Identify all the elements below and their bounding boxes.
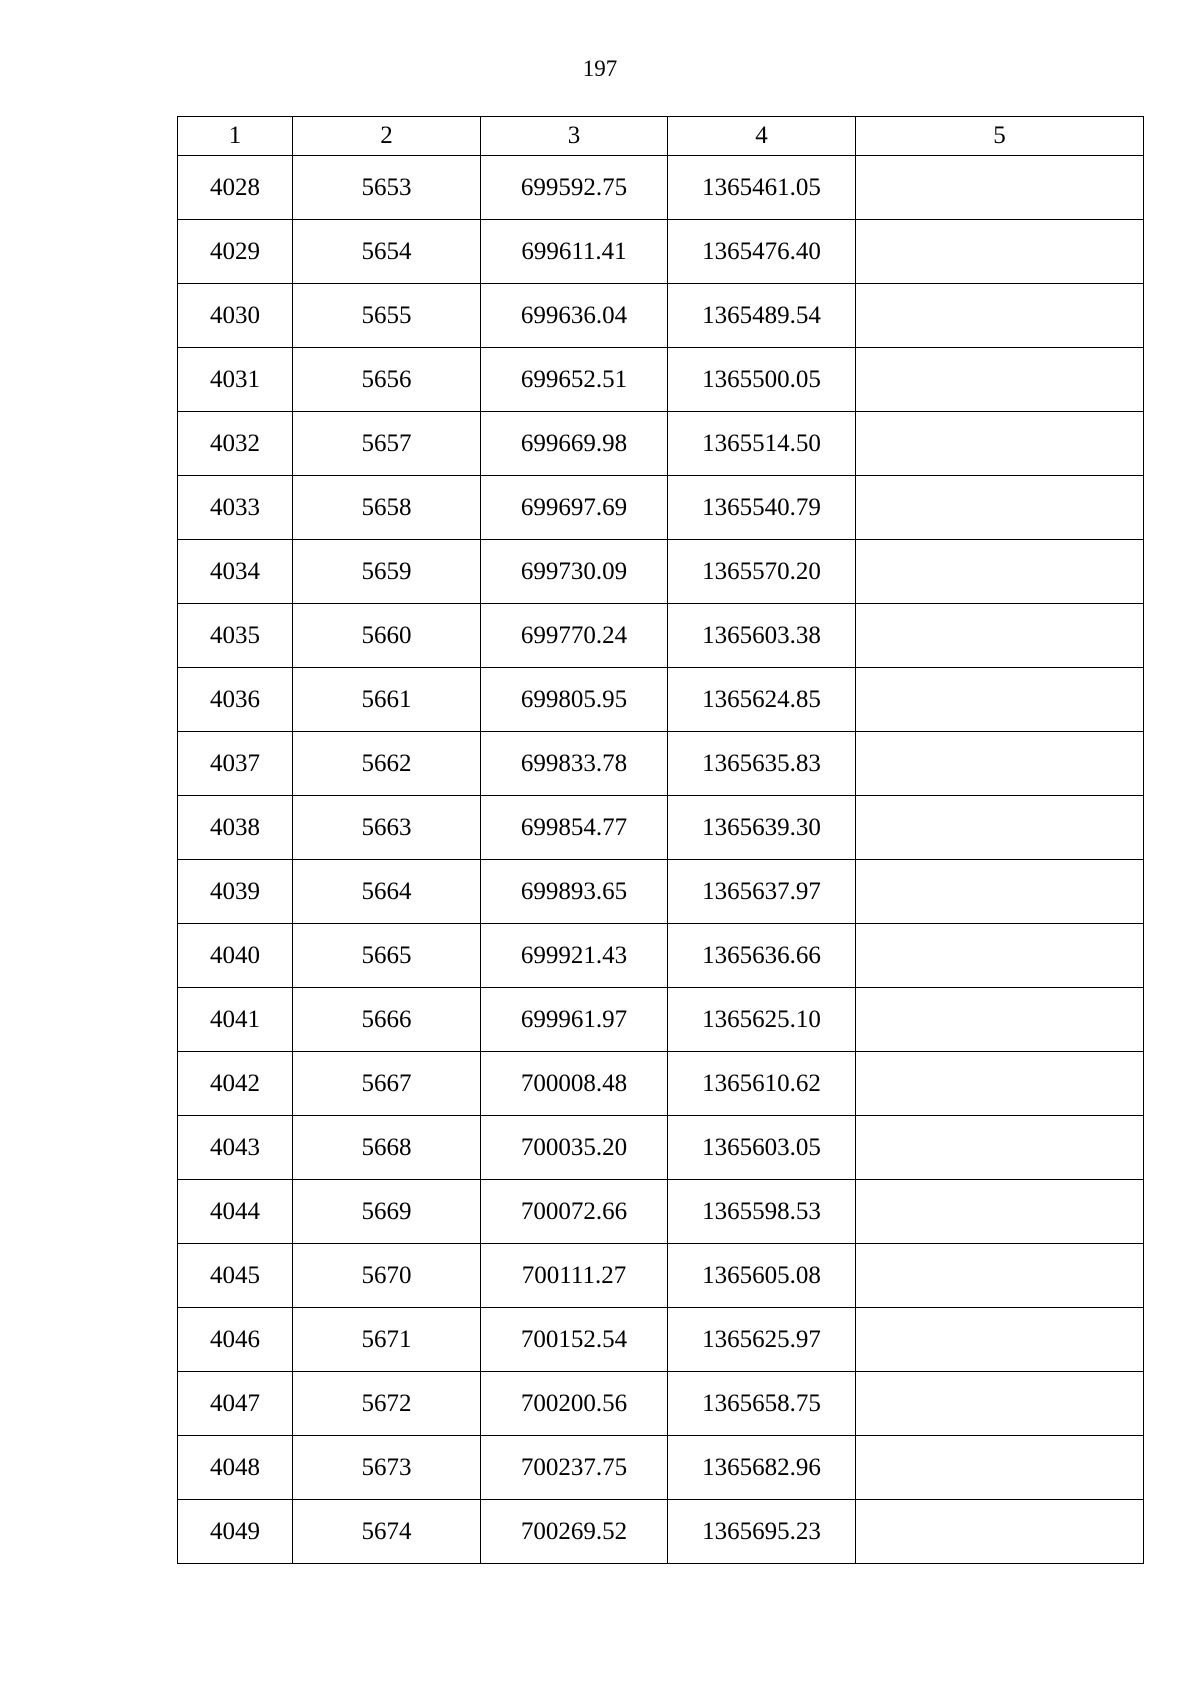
table-cell-col-2: 5660 xyxy=(293,604,481,668)
table-cell-col-1: 4046 xyxy=(178,1308,293,1372)
table-row xyxy=(178,860,1144,924)
table-cell-col-5 xyxy=(856,540,1144,604)
table-cell-col-3: 700035.20 xyxy=(481,1116,668,1180)
table-cell-col-4: 1365570.20 xyxy=(668,540,856,604)
column-header-4: 4 xyxy=(668,117,856,156)
table-cell-col-5 xyxy=(856,476,1144,540)
column-header-5: 5 xyxy=(856,117,1144,156)
table-cell-col-5 xyxy=(856,732,1144,796)
coordinates-table xyxy=(177,116,1144,1564)
table-row xyxy=(178,1180,1144,1244)
table-cell-col-2: 5664 xyxy=(293,860,481,924)
table-cell-col-5 xyxy=(856,156,1144,220)
table-cell-col-3: 700072.66 xyxy=(481,1180,668,1244)
header-row xyxy=(178,117,1144,156)
table-cell-col-5 xyxy=(856,604,1144,668)
table-cell-col-3: 700008.48 xyxy=(481,1052,668,1116)
table-cell-col-3: 699961.97 xyxy=(481,988,668,1052)
table-cell-col-2: 5674 xyxy=(293,1500,481,1564)
column-header-1: 1 xyxy=(178,117,293,156)
table-cell-col-1: 4048 xyxy=(178,1436,293,1500)
table-row xyxy=(178,796,1144,860)
table-row xyxy=(178,284,1144,348)
table-cell-col-2: 5657 xyxy=(293,412,481,476)
table-cell-col-3: 699805.95 xyxy=(481,668,668,732)
table-cell-col-4: 1365658.75 xyxy=(668,1372,856,1436)
table-cell-col-5 xyxy=(856,860,1144,924)
column-header-2: 2 xyxy=(293,117,481,156)
table-cell-col-5 xyxy=(856,796,1144,860)
table-cell-col-4: 1365624.85 xyxy=(668,668,856,732)
table-cell-col-2: 5655 xyxy=(293,284,481,348)
table-cell-col-1: 4044 xyxy=(178,1180,293,1244)
table-row xyxy=(178,1436,1144,1500)
table-cell-col-2: 5662 xyxy=(293,732,481,796)
table-row xyxy=(178,476,1144,540)
table-cell-col-3: 699921.43 xyxy=(481,924,668,988)
table-cell-col-3: 699770.24 xyxy=(481,604,668,668)
table-row xyxy=(178,1244,1144,1308)
table-cell-col-5 xyxy=(856,668,1144,732)
table-cell-col-5 xyxy=(856,1244,1144,1308)
table-cell-col-2: 5665 xyxy=(293,924,481,988)
table-row xyxy=(178,348,1144,412)
table-cell-col-3: 699611.41 xyxy=(481,220,668,284)
table-cell-col-3: 700200.56 xyxy=(481,1372,668,1436)
table-cell-col-1: 4043 xyxy=(178,1116,293,1180)
table-cell-col-2: 5661 xyxy=(293,668,481,732)
table-body xyxy=(178,156,1144,1564)
table-cell-col-2: 5673 xyxy=(293,1436,481,1500)
table-cell-col-4: 1365476.40 xyxy=(668,220,856,284)
table-cell-col-2: 5670 xyxy=(293,1244,481,1308)
table-row xyxy=(178,220,1144,284)
table-cell-col-1: 4033 xyxy=(178,476,293,540)
table-cell-col-1: 4035 xyxy=(178,604,293,668)
table-cell-col-1: 4049 xyxy=(178,1500,293,1564)
table-cell-col-3: 700111.27 xyxy=(481,1244,668,1308)
table-row xyxy=(178,1500,1144,1564)
table-cell-col-2: 5672 xyxy=(293,1372,481,1436)
table-cell-col-1: 4037 xyxy=(178,732,293,796)
table-cell-col-1: 4034 xyxy=(178,540,293,604)
table-cell-col-3: 700152.54 xyxy=(481,1308,668,1372)
table-row xyxy=(178,604,1144,668)
table-cell-col-4: 1365639.30 xyxy=(668,796,856,860)
table-cell-col-3: 700269.52 xyxy=(481,1500,668,1564)
table-cell-col-4: 1365540.79 xyxy=(668,476,856,540)
table-cell-col-4: 1365603.38 xyxy=(668,604,856,668)
table-cell-col-2: 5668 xyxy=(293,1116,481,1180)
table-cell-col-1: 4032 xyxy=(178,412,293,476)
table-cell-col-1: 4031 xyxy=(178,348,293,412)
table-row xyxy=(178,668,1144,732)
table-header xyxy=(178,117,1144,156)
table-row xyxy=(178,412,1144,476)
table-cell-col-3: 699833.78 xyxy=(481,732,668,796)
table-cell-col-3: 699592.75 xyxy=(481,156,668,220)
table-cell-col-2: 5658 xyxy=(293,476,481,540)
table-cell-col-2: 5663 xyxy=(293,796,481,860)
table-cell-col-5 xyxy=(856,1052,1144,1116)
table-cell-col-1: 4042 xyxy=(178,1052,293,1116)
table-cell-col-1: 4045 xyxy=(178,1244,293,1308)
table-cell-col-5 xyxy=(856,1436,1144,1500)
table-cell-col-3: 699669.98 xyxy=(481,412,668,476)
table-row xyxy=(178,1308,1144,1372)
table-cell-col-2: 5656 xyxy=(293,348,481,412)
table-cell-col-4: 1365605.08 xyxy=(668,1244,856,1308)
table-cell-col-1: 4041 xyxy=(178,988,293,1052)
table-cell-col-5 xyxy=(856,1116,1144,1180)
table-cell-col-5 xyxy=(856,1180,1144,1244)
table-cell-col-2: 5666 xyxy=(293,988,481,1052)
table-cell-col-1: 4030 xyxy=(178,284,293,348)
table-row xyxy=(178,156,1144,220)
table-cell-col-4: 1365500.05 xyxy=(668,348,856,412)
table-cell-col-1: 4039 xyxy=(178,860,293,924)
table-cell-col-4: 1365625.10 xyxy=(668,988,856,1052)
table-cell-col-5 xyxy=(856,284,1144,348)
table-row xyxy=(178,988,1144,1052)
table-cell-col-1: 4029 xyxy=(178,220,293,284)
table-cell-col-2: 5654 xyxy=(293,220,481,284)
table-cell-col-5 xyxy=(856,348,1144,412)
table-cell-col-4: 1365461.05 xyxy=(668,156,856,220)
table-cell-col-3: 699652.51 xyxy=(481,348,668,412)
table-cell-col-2: 5671 xyxy=(293,1308,481,1372)
table-cell-col-5 xyxy=(856,1372,1144,1436)
table-cell-col-4: 1365598.53 xyxy=(668,1180,856,1244)
table-cell-col-4: 1365489.54 xyxy=(668,284,856,348)
table-cell-col-4: 1365625.97 xyxy=(668,1308,856,1372)
table-cell-col-3: 699854.77 xyxy=(481,796,668,860)
table-cell-col-1: 4028 xyxy=(178,156,293,220)
table-cell-col-5 xyxy=(856,924,1144,988)
table-cell-col-1: 4040 xyxy=(178,924,293,988)
table-cell-col-5 xyxy=(856,220,1144,284)
table-cell-col-4: 1365636.66 xyxy=(668,924,856,988)
table-cell-col-3: 699697.69 xyxy=(481,476,668,540)
table-row xyxy=(178,732,1144,796)
table-cell-col-4: 1365635.83 xyxy=(668,732,856,796)
table-row xyxy=(178,924,1144,988)
table-cell-col-4: 1365514.50 xyxy=(668,412,856,476)
table-row xyxy=(178,1052,1144,1116)
column-header-3: 3 xyxy=(481,117,668,156)
table-cell-col-5 xyxy=(856,1500,1144,1564)
table-cell-col-2: 5653 xyxy=(293,156,481,220)
table-cell-col-3: 699893.65 xyxy=(481,860,668,924)
table-cell-col-4: 1365603.05 xyxy=(668,1116,856,1180)
table-row xyxy=(178,1372,1144,1436)
page-number: 197 xyxy=(582,56,618,81)
table-cell-col-4: 1365610.62 xyxy=(668,1052,856,1116)
table-cell-col-5 xyxy=(856,412,1144,476)
table-cell-col-2: 5659 xyxy=(293,540,481,604)
table-cell-col-5 xyxy=(856,988,1144,1052)
table-cell-col-3: 699730.09 xyxy=(481,540,668,604)
table-cell-col-2: 5669 xyxy=(293,1180,481,1244)
table-cell-col-4: 1365637.97 xyxy=(668,860,856,924)
table-cell-col-1: 4047 xyxy=(178,1372,293,1436)
table-cell-col-1: 4036 xyxy=(178,668,293,732)
table-cell-col-5 xyxy=(856,1308,1144,1372)
table-cell-col-4: 1365695.23 xyxy=(668,1500,856,1564)
table-cell-col-4: 1365682.96 xyxy=(668,1436,856,1500)
table-cell-col-1: 4038 xyxy=(178,796,293,860)
table-cell-col-3: 699636.04 xyxy=(481,284,668,348)
table-cell-col-2: 5667 xyxy=(293,1052,481,1116)
table-row xyxy=(178,540,1144,604)
table-cell-col-3: 700237.75 xyxy=(481,1436,668,1500)
table-row xyxy=(178,1116,1144,1180)
